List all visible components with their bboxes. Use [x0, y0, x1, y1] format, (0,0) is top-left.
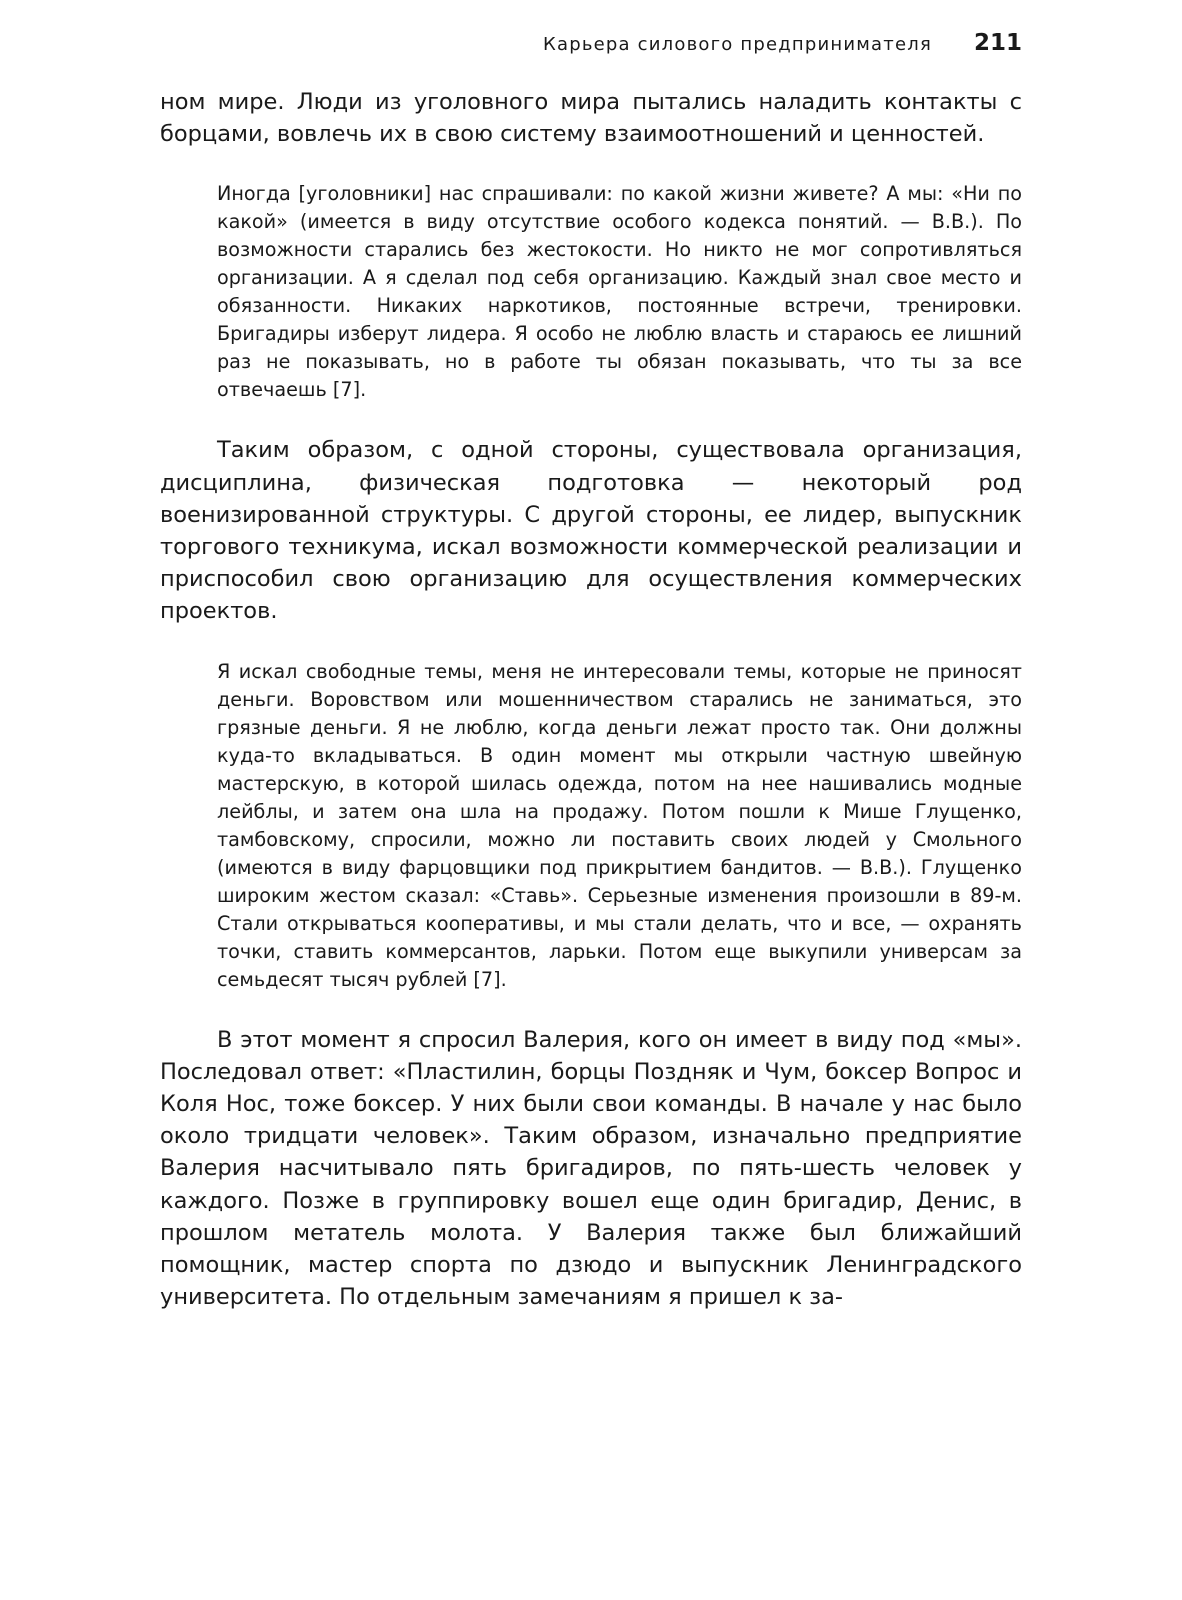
- paragraph-continued: ном мире. Люди из уголовного мира пытались наладить контакты с борцами, вовлечь их в свою систему взаимоотношений и ценностей.: [160, 89, 1022, 148]
- page-number: 211: [973, 30, 1022, 56]
- paragraph: Таким образом, с одной стороны, существовала организация, дисциплина, физическая подготовка — некоторый род военизированной структуры. С другой стороны, ее лидер, выпускник торгового техникума, искал возможности коммерческой реализации и приспособил свою организацию для осуществления коммерческих проектов.: [160, 437, 1022, 625]
- running-header: [160, 30, 1022, 70]
- block-quote: Иногда [уголовники] нас спрашивали: по какой жизни живете? А мы: «Ни по какой» (имеется в виду отсутствие особого кодекса понятий. — В.В.). По возможности старались без жестокости. Но никто не мог сопротивляться организации. А я сделал под себя организацию. Каждый знал свое место и обязанности. Никаких наркотиков, постоянные встречи, тренировки. Бригадиры изберут лидера. Я особо не люблю власть и стараюсь ее лишний раз не показывать, но в работе ты обязан показывать, что ты за все отвечаешь [7].: [217, 182, 1022, 402]
- page-body: [160, 86, 1022, 1313]
- paragraph: В этот момент я спросил Валерия, кого он имеет в виду под «мы». Последовал ответ: «Пластилин, борцы Поздняк и Чум, боксер Вопрос и Коля Нос, тоже боксер. У них были свои команды. В начале у нас было около тридцати человек». Таким образом, изначально предприятие Валерия насчитывало пять бригадиров, по пять-шесть человек у каждого. Позже в группировку вошел еще один бригадир, Денис, в прошлом метатель молота. У Валерия также был ближайший помощник, мастер спорта по дзюдо и выпускник Ленинградского университета. По отдельным замечаниям я пришел к за-: [160, 1026, 1022, 1311]
- block-quote: Я искал свободные темы, меня не интересовали темы, которые не приносят деньги. Воровством или мошенничеством старались не заниматься, это грязные деньги. Я не люблю, когда деньги лежат просто так. Они должны куда-то вкладываться. В один момент мы открыли частную швейную мастерскую, в которой шилась одежда, потом на нее нашивались модные лейблы, и затем она шла на продажу. Потом пошли к Мише Глущенко, тамбовскому, спросили, можно ли поставить своих людей у Смольного (имеются в виду фарцовщики под прикрытием бандитов. — В.В.). Глущенко широким жестом сказал: «Ставь». Серьезные изменения произошли в 89-м. Стали открываться кооперативы, и мы стали делать, что и все, — охранять точки, ставить коммерсантов, ларьки. Потом еще выкупили универсам за семьдесят тысяч рублей [7].: [217, 659, 1022, 991]
- book-page: [160, 30, 1022, 1313]
- running-header-title: Карьера силового предпринимателя: [542, 34, 932, 55]
